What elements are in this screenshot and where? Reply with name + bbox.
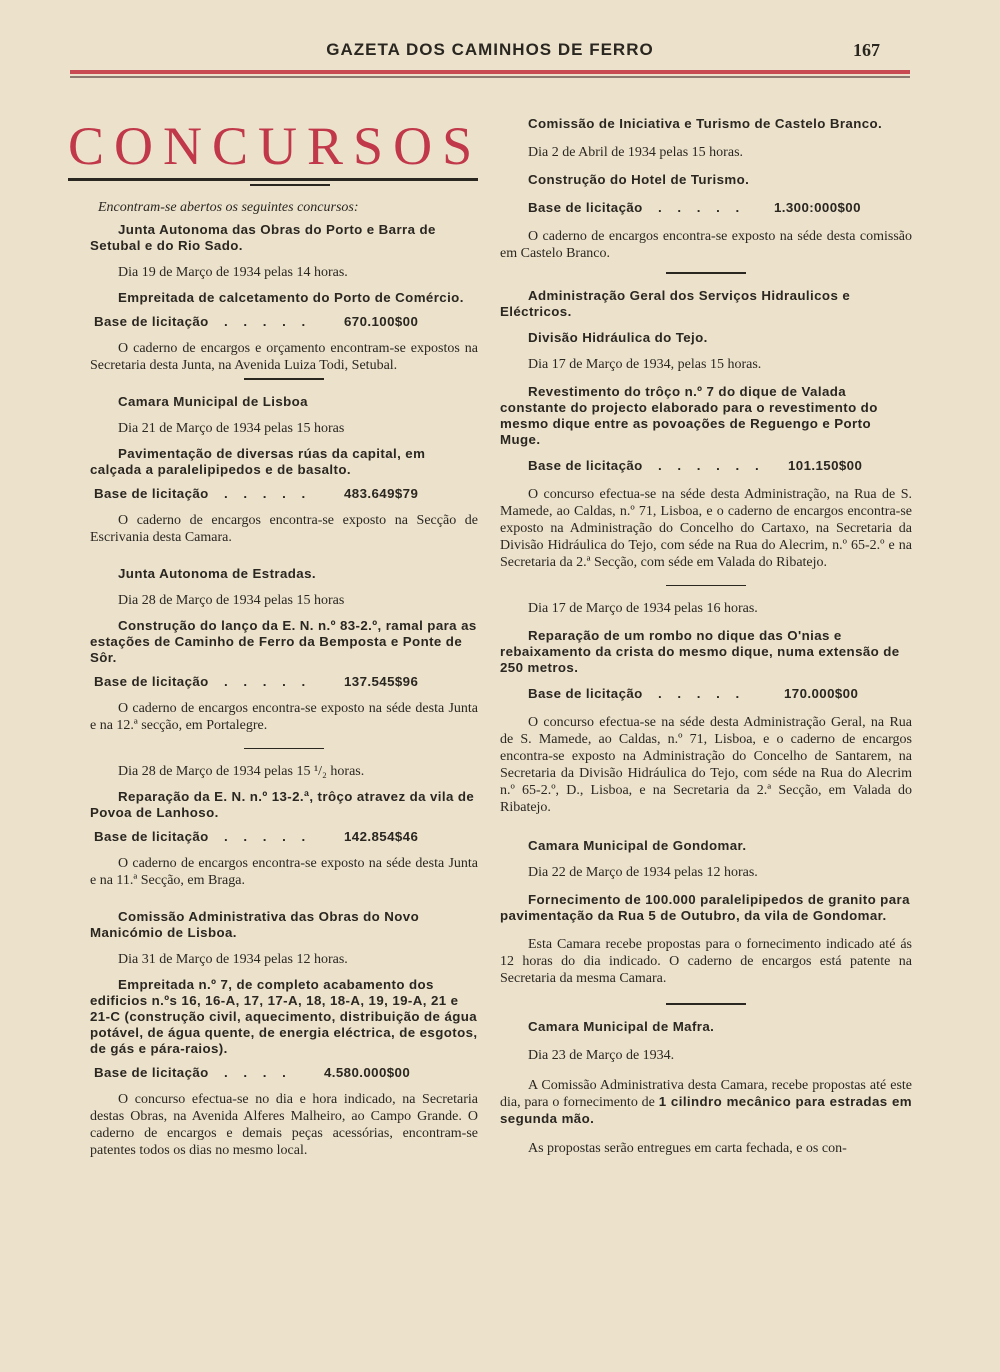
intro-text: Encontram-se abertos os seguintes concursos:	[98, 200, 359, 215]
bid-base-dots: . . . .	[224, 1065, 292, 1080]
bid-base	[500, 458, 912, 474]
tender-subject: Revestimento do trôço n.º 7 do dique de Valada constante do projecto elaborado para o revestimento do mesmo dique entre as povoações de Reguengo e Porto Muge.	[500, 383, 878, 447]
tender-entry	[90, 394, 478, 546]
header-rule-thin	[70, 76, 910, 78]
tender-details: Esta Camara recebe propostas para o fornecimento indicado até ás 12 horas do dia indicado. O caderno de encargos está patente na Secretaria da mesma Camara.	[500, 937, 912, 986]
separator	[244, 378, 324, 380]
tender-entry	[90, 763, 478, 889]
right-column	[500, 116, 912, 1157]
running-header	[70, 40, 910, 68]
bid-base	[90, 1065, 478, 1081]
bid-base-dots: . . . . .	[658, 200, 746, 215]
tender-date: Dia 21 de Março de 1934 pelas 15 horas	[118, 420, 345, 436]
tender-date: Dia 2 de Abril de 1934 pelas 15 horas.	[528, 145, 744, 160]
tender-details: O caderno de encargos encontra-se exposto na séde desta Junta e na 12.ª secção, em Portalegre.	[90, 700, 478, 733]
tender-date: Dia 23 de Março de 1934.	[528, 1047, 675, 1063]
sub-entity-name: Divisão Hidráulica do Tejo.	[528, 329, 708, 345]
bid-base-value: 142.854$46	[344, 829, 419, 844]
bid-base-value: 137.545$96	[344, 673, 419, 689]
title-underline	[68, 178, 478, 181]
entity-name: Camara Municipal de Mafra.	[528, 1018, 715, 1034]
tender-entry	[90, 566, 478, 734]
tender-details: O caderno de encargos e orçamento encontram-se expostos na Secretaria desta Junta, na Avenida Luiza Todi, Setubal.	[90, 341, 478, 373]
bid-base	[90, 674, 478, 690]
bid-base-label: Base de licitação	[528, 200, 643, 215]
tender-subject: Empreitada de calcetamento do Porto de Comércio.	[118, 290, 464, 305]
bid-base-dots: . . . . .	[224, 485, 312, 501]
tender-date: Dia 28 de Março de 1934 pelas 15 ¹/₂ horas.	[118, 764, 365, 779]
title-underline-short	[250, 184, 330, 186]
bid-base-dots: . . . . .	[658, 686, 746, 701]
entity-name: Junta Autonoma de Estradas.	[118, 565, 316, 581]
tender-date: Dia 31 de Março de 1934 pelas 12 horas.	[118, 952, 348, 967]
bid-base-dots: . . . . .	[224, 314, 312, 329]
tender-date: Dia 17 de Março de 1934, pelas 15 horas.	[528, 356, 762, 372]
tender-entry	[500, 288, 912, 571]
separator	[666, 585, 746, 587]
header-rule	[70, 70, 910, 74]
tender-details	[500, 1077, 912, 1128]
bid-base	[90, 829, 478, 845]
tender-entry	[500, 838, 912, 987]
tender-entry	[500, 1019, 912, 1157]
separator	[666, 272, 746, 274]
tender-details-continued: As propostas serão entregues em carta fechada, e os con-	[528, 1140, 847, 1156]
tender-date: Dia 19 de Março de 1934 pelas 14 horas.	[118, 265, 348, 280]
tender-entry	[90, 909, 478, 1159]
entity-name: Junta Autonoma das Obras do Porto e Barra de Setubal e do Rio Sado.	[90, 222, 436, 253]
tender-entry	[90, 222, 478, 374]
tender-details: O caderno de encargos encontra-se exposto na Secção de Escrivania desta Camara.	[90, 512, 478, 545]
bid-base-dots: . . . . .	[224, 829, 312, 844]
bid-base	[500, 200, 912, 216]
tender-entry	[500, 116, 912, 262]
spacer	[90, 889, 478, 903]
spacer	[500, 816, 912, 838]
bid-base-value: 483.649$79	[344, 485, 419, 501]
tender-details: O caderno de encargos encontra-se exposto na séde desta comissão em Castelo Branco.	[500, 229, 912, 261]
tender-subject: Reparação da E. N. n.º 13-2.ª, trôço atravez da vila de Povoa de Lanhoso.	[90, 789, 475, 820]
tender-subject: Pavimentação de diversas rúas da capital, em calçada a paralelipipedos e de basalto.	[90, 445, 426, 477]
tender-subject: Construção do Hotel de Turismo.	[528, 172, 750, 187]
tender-date: Dia 17 de Março de 1934 pelas 16 horas.	[528, 601, 758, 616]
bid-base-value: 101.150$00	[788, 457, 863, 473]
bid-base-label: Base de licitação	[94, 673, 209, 689]
tender-item: 1 cilindro mecânico para estradas em segunda mão.	[500, 1093, 912, 1126]
tender-entry	[500, 600, 912, 816]
bid-base-value: 1.300:000$00	[774, 200, 861, 215]
bid-base-label: Base de licitação	[528, 457, 643, 473]
separator	[666, 1003, 746, 1005]
bid-base	[90, 486, 478, 502]
entity-name: Comissão Administrativa das Obras do Novo Manicómio de Lisboa.	[90, 909, 420, 940]
bid-base-value: 670.100$00	[344, 314, 419, 329]
section-title: CONCURSOS	[68, 116, 483, 176]
entity-name: Camara Municipal de Gondomar.	[528, 838, 747, 853]
bid-base-label: Base de licitação	[94, 1065, 209, 1080]
spacer	[90, 546, 478, 560]
tender-subject: Reparação de um rombo no dique das O'nias e rebaixamento da crista do mesmo dique, numa extensão de 250 metros.	[500, 628, 900, 675]
tender-details: O concurso efectua-se na séde desta Administração, na Rua de S. Mamede, ao Caldas, n.º 71, Lisboa, e o caderno de encargos encontra-se exposto na Administração do Concelho do Cartaxo, na Secretaria da Divisão Hidráulica do Tejo, com séde na Rua do Alecrim, n.º 65-2.º e na Secretaria da 2.ª Secção, com séde em Valada do Ribatejo.	[500, 486, 912, 570]
journal-title: GAZETA DOS CAMINHOS DE FERRO	[326, 40, 654, 59]
bid-base-dots: . . . . . .	[658, 457, 765, 473]
entity-name: Comissão de Iniciativa e Turismo de Castelo Branco.	[528, 116, 883, 131]
entity-name: Administração Geral dos Serviços Hidraulicos e Eléctricos.	[500, 287, 851, 319]
entity-name: Camara Municipal de Lisboa	[118, 393, 308, 409]
tender-details-text: A Comissão Administrativa desta Camara, recebe propostas até este dia, para o fornecimento de	[500, 1077, 912, 1110]
page-number: 167	[853, 40, 880, 60]
tender-date: Dia 22 de Março de 1934 pelas 12 horas.	[528, 865, 758, 880]
bid-base-label: Base de licitação	[94, 485, 209, 501]
tender-details: O concurso efectua-se no dia e hora indicado, na Secretaria destas Obras, na Avenida Alferes Malheiro, ao Campo Grande. O caderno de encargos e demais peças acessórias, encontram-se patentes todos os dias no mesmo local.	[90, 1092, 478, 1158]
left-column	[68, 110, 483, 1159]
tender-details: O concurso efectua-se na séde desta Administração Geral, na Rua de S. Mamede, ao Caldas, n.º 71, Lisboa, e o caderno de encargos encontra-se exposto na Administração do Concelho de Santarem, na Secretaria da Divisão Hidráulica do Tejo, com séde na Rua do Alecrim n.º 65-2.º, D., Lisboa, e na Secretaria da 2.ª Secção, em Valada do Ribatejo.	[500, 715, 912, 815]
bid-base-value: 4.580.000$00	[324, 1065, 411, 1080]
tender-subject: Fornecimento de 100.000 paralelipipedos de granito para pavimentação da Rua 5 de Outubro, da vila de Gondomar.	[500, 892, 910, 923]
bid-base-dots: . . . . .	[224, 673, 312, 689]
bid-base	[500, 686, 912, 702]
bid-base-label: Base de licitação	[528, 686, 643, 701]
tender-subject: Construção do lanço da E. N. n.º 83-2.º, ramal para as estações de Caminho de Ferro da Bemposta e Ponte de Sôr.	[90, 617, 477, 665]
bid-base-value: 170.000$00	[784, 686, 859, 701]
tender-subject: Empreitada n.º 7, de completo acabamento dos edificios n.ºs 16, 16-A, 17, 17-A, 18, 18-A, 19, 19-A, 21 e 21-C (construção civil, aquecimento, distribuição de água potável, de água quente, de energia eléctrica, de esgotos, de gás e pára-raios).	[90, 977, 478, 1056]
bid-base-label: Base de licitação	[94, 829, 209, 844]
tender-details: O caderno de encargos encontra-se exposto na séde desta Junta e na 11.ª Secção, em Braga.	[90, 856, 478, 888]
bid-base	[90, 314, 478, 330]
bid-base-label: Base de licitação	[94, 314, 209, 329]
tender-date: Dia 28 de Março de 1934 pelas 15 horas	[118, 592, 345, 608]
separator	[244, 748, 324, 750]
